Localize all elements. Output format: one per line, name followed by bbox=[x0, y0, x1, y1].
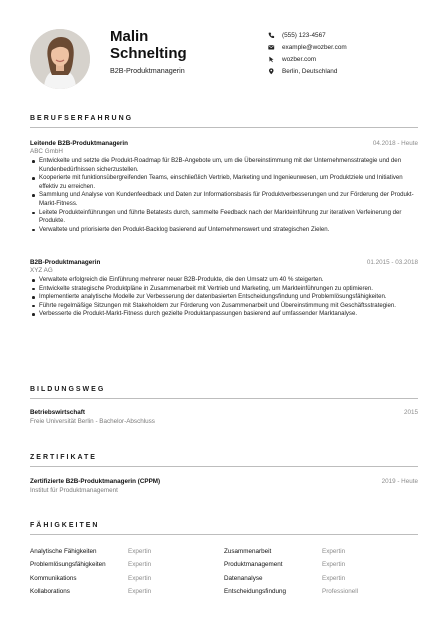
job-entry-header bbox=[30, 140, 418, 147]
job-title: B2B-Produktmanagerin bbox=[30, 259, 101, 266]
list-item: Verwaltete und priorisierte den Produkt-Backlog basierend auf Unternehmenswert und strategischen Zielen. bbox=[30, 226, 416, 235]
contact-location-text: Berlin, Deutschland bbox=[282, 68, 338, 76]
contact-website-text: wozber.com bbox=[282, 55, 317, 63]
skill-name: Analytische Fähigkeiten bbox=[30, 548, 97, 556]
skill-level: Expertin bbox=[128, 588, 152, 596]
section-divider bbox=[30, 398, 418, 399]
list-item: Leitete Produkteinführungen und führte Betatests durch, sammelte Feedback nach der Markteinführung zur iterativen Verfeinerung der Produkte. bbox=[30, 209, 416, 226]
email-icon bbox=[268, 44, 278, 51]
job-dates: 01.2015 - 03.2018 bbox=[366, 259, 418, 266]
job-bullets bbox=[30, 157, 416, 234]
location-pin-icon bbox=[268, 68, 278, 75]
section-divider bbox=[30, 127, 418, 128]
job-title: Leitende B2B-Produktmanagerin bbox=[30, 140, 128, 147]
section-title-experience: BERUFSERFAHRUNG bbox=[30, 115, 134, 122]
list-item: Führte regelmäßige Sitzungen mit Stakeholdern zur Förderung von Zusammenarbeit und Übereinstimmung mit Geschäftsstrategien. bbox=[30, 302, 416, 311]
list-item: Entwickelte und setzte die Produkt-Roadmap für B2B-Angebote um, um die Übereinstimmung mit der Unternehmensstrategie und den Kundenbedürfnissen sicherzustellen. bbox=[30, 157, 416, 174]
avatar bbox=[30, 29, 90, 89]
section-title-education: BILDUNGSWEG bbox=[30, 386, 106, 393]
skill-level: Expertin bbox=[322, 561, 346, 569]
list-item: Entwickelte strategische Produktpläne in Zusammenarbeit mit Vertrieb und Marketing, um Markteinführungen zu optimieren. bbox=[30, 285, 416, 294]
skill-name: Datenanalyse bbox=[224, 574, 263, 582]
certificate-dates: 2019 - Heute bbox=[381, 478, 418, 485]
certificate-issuer: Institut für Produktmanagement bbox=[30, 487, 118, 494]
section-title-certificates: ZERTIFIKATE bbox=[30, 454, 97, 461]
list-item: Sammlung und Analyse von Kundenfeedback und Daten zur Informationsbasis für Produktverbesserungen und zur Förderung der Produkt-Markt-Fitness. bbox=[30, 191, 416, 208]
skill-level: Expertin bbox=[128, 548, 152, 556]
skills-table bbox=[30, 545, 418, 598]
education-year: 2015 bbox=[403, 409, 418, 416]
name-first: Malin bbox=[110, 28, 149, 45]
list-item: Implementierte analytische Modelle zur Verbesserung der datenbasierten Entscheidungsfindung und Problemlösungsfähigkeiten. bbox=[30, 293, 416, 302]
table-row bbox=[30, 585, 418, 598]
job-dates: 04.2018 - Heute bbox=[372, 140, 418, 147]
education-degree: Betriebswirtschaft bbox=[30, 409, 85, 416]
list-item: Verwaltete erfolgreich die Einführung mehrerer neuer B2B-Produkte, die den Umsatz um 40 % steigerten. bbox=[30, 276, 416, 285]
education-entry-header bbox=[30, 409, 418, 416]
job-title: B2B-Produktmanagerin bbox=[110, 66, 185, 75]
list-item: Verbesserte die Produkt-Markt-Fitness durch gezielte Produktanpassungen basierend auf umfassender Marktanalyse. bbox=[30, 310, 416, 319]
contact-phone bbox=[268, 29, 428, 41]
table-row bbox=[30, 572, 418, 585]
section-divider bbox=[30, 534, 418, 535]
education-school: Freie Universität Berlin - Bachelor-Abschluss bbox=[30, 418, 155, 425]
list-item: Kooperierte mit funktionsübergreifenden Teams, einschließlich Vertrieb, Marketing und Ingenieurwesen, um Produktziele und Initiativen effektiv zu erreichen. bbox=[30, 174, 416, 191]
skill-level: Expertin bbox=[128, 561, 152, 569]
skill-name: Entscheidungsfindung bbox=[224, 588, 286, 596]
name-last: Schnelting bbox=[110, 45, 187, 62]
skill-level: Expertin bbox=[128, 574, 152, 582]
candidate-name bbox=[110, 28, 187, 62]
job-entry-header bbox=[30, 259, 418, 266]
skill-level: Expertin bbox=[322, 548, 346, 556]
link-icon bbox=[268, 56, 278, 63]
contact-location bbox=[268, 66, 428, 78]
table-row bbox=[30, 545, 418, 558]
contact-email-text: example@wozber.com bbox=[282, 43, 347, 51]
job-company: ABC GmbH bbox=[30, 148, 63, 155]
skill-name: Zusammenarbeit bbox=[224, 548, 272, 556]
job-bullets bbox=[30, 276, 416, 319]
phone-icon bbox=[268, 32, 278, 39]
profile-photo bbox=[30, 29, 90, 89]
certificate-entry-header bbox=[30, 478, 418, 485]
job-company: XYZ AG bbox=[30, 267, 53, 274]
table-row bbox=[30, 558, 418, 571]
contact-phone-text: (555) 123-4567 bbox=[282, 31, 326, 39]
section-divider bbox=[30, 466, 418, 467]
skill-level: Professionell bbox=[322, 588, 359, 596]
skill-name: Produktmanagement bbox=[224, 561, 283, 569]
skill-level: Expertin bbox=[322, 574, 346, 582]
skill-name: Kollaborations bbox=[30, 588, 70, 596]
section-title-skills: FÄHIGKEITEN bbox=[30, 522, 100, 529]
skill-name: Problemlösungsfähigkeiten bbox=[30, 561, 106, 569]
contact-website bbox=[268, 53, 428, 65]
contact-email bbox=[268, 41, 428, 53]
certificate-name: Zertifizierte B2B-Produktmanagerin (CPPM) bbox=[30, 478, 161, 485]
contact-list bbox=[268, 29, 428, 78]
skill-name: Kommunikations bbox=[30, 574, 77, 582]
